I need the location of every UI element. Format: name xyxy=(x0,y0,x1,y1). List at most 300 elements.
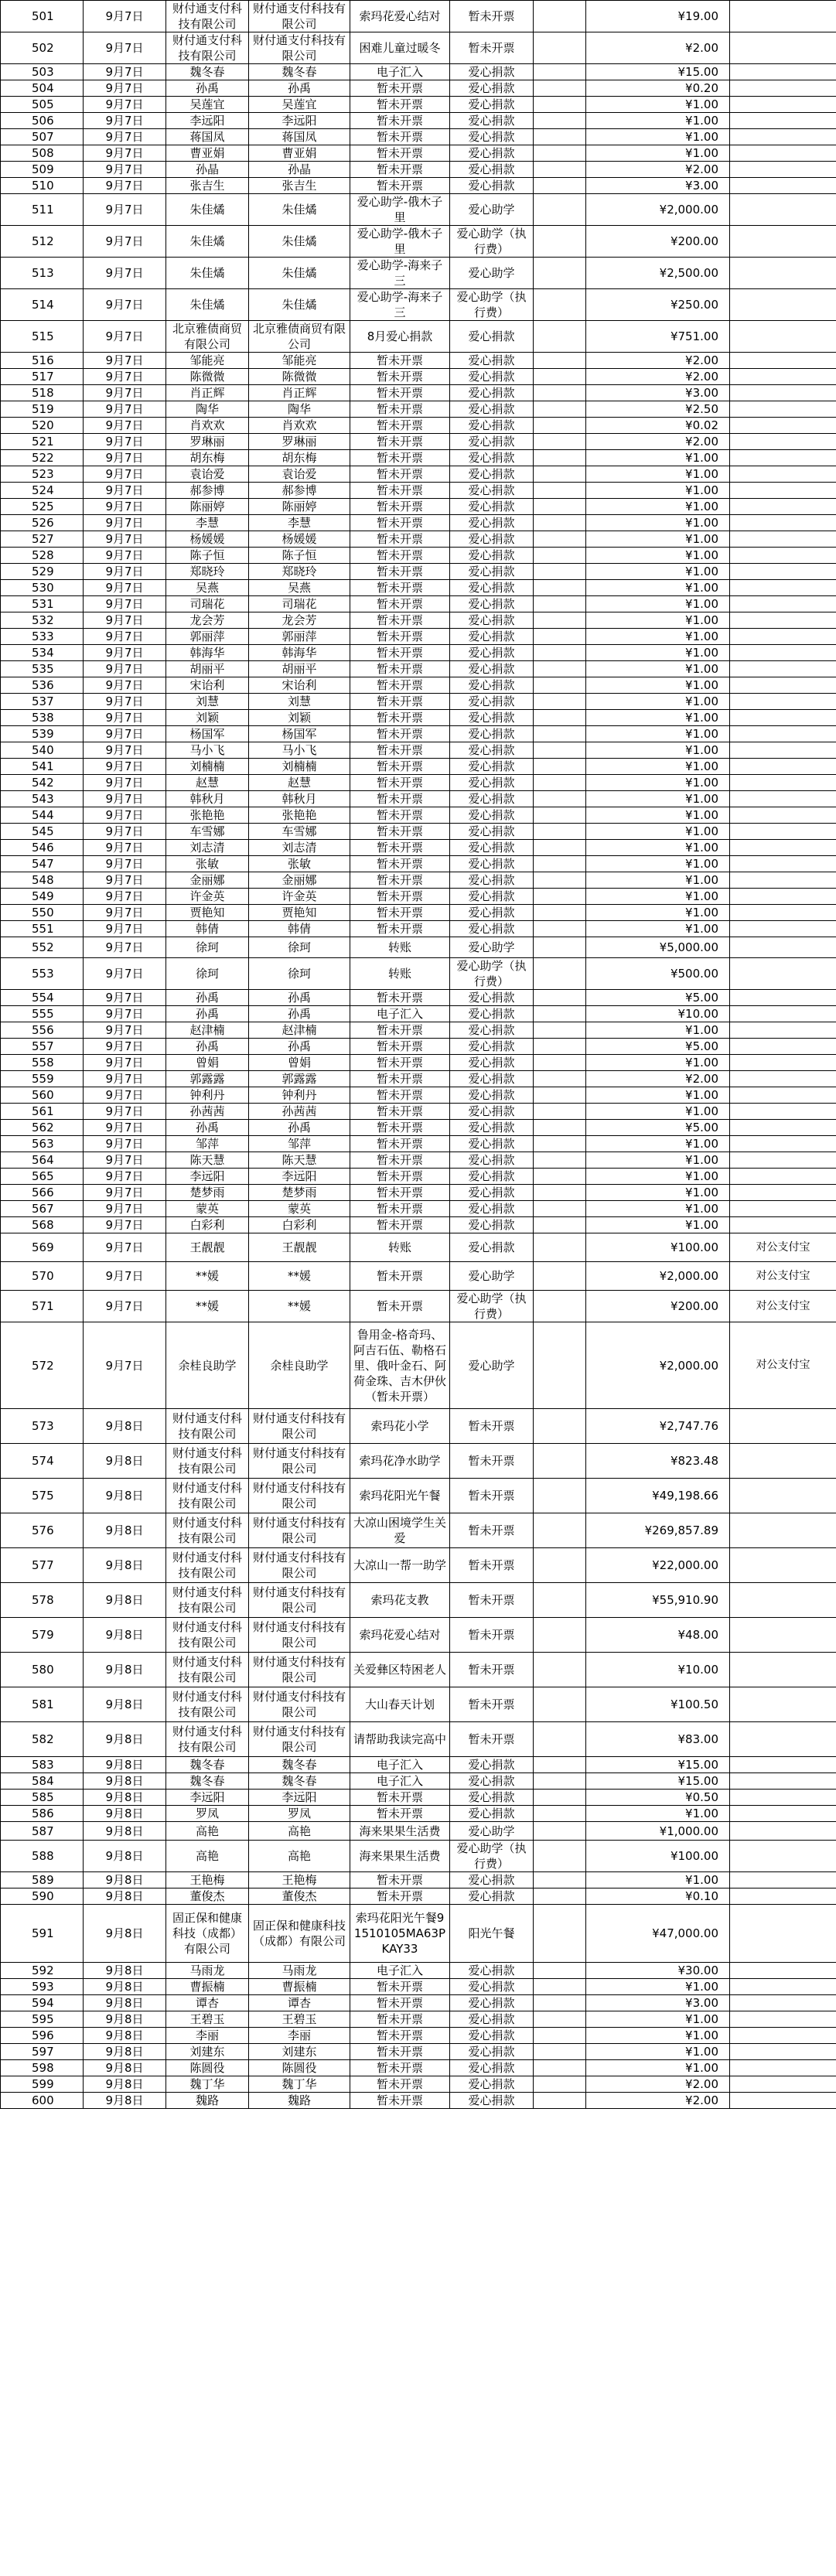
category-cell: 爱心捐款 xyxy=(450,531,534,548)
payment-note-cell xyxy=(730,2011,836,2028)
table-row xyxy=(1,990,836,1006)
payment-note-cell xyxy=(730,145,836,162)
donor-name-cell: 财付通支付科技有限公司 xyxy=(166,1444,249,1479)
payment-note-cell xyxy=(730,178,836,194)
date-cell: 9月7日 xyxy=(84,531,166,548)
row-number-cell: 580 xyxy=(1,1653,84,1687)
row-number-cell: 537 xyxy=(1,694,84,710)
amount-cell: ¥83.00 xyxy=(586,1722,730,1757)
blank-column-cell xyxy=(534,2076,586,2093)
row-number-cell: 560 xyxy=(1,1087,84,1104)
row-number-cell: 523 xyxy=(1,466,84,483)
blank-column-cell xyxy=(534,564,586,580)
table-row xyxy=(1,1104,836,1120)
payer-name-cell: **媛 xyxy=(249,1291,350,1322)
payer-name-cell: 财付通支付科技有限公司 xyxy=(249,1548,350,1583)
amount-cell: ¥1.00 xyxy=(586,2028,730,2044)
table-row xyxy=(1,1,836,32)
payment-note-cell xyxy=(730,564,836,580)
payer-name-cell: 徐珂 xyxy=(249,937,350,958)
blank-column-cell xyxy=(534,499,586,515)
purpose-cell: 暂未开票 xyxy=(350,889,450,905)
category-cell: 爱心捐款 xyxy=(450,97,534,113)
payment-note-cell xyxy=(730,32,836,64)
purpose-cell: 暂未开票 xyxy=(350,353,450,369)
payer-name-cell: 高艳 xyxy=(249,1841,350,1872)
payment-note-cell xyxy=(730,2076,836,2093)
payer-name-cell: 钟利丹 xyxy=(249,1087,350,1104)
payer-name-cell: 财付通支付科技有限公司 xyxy=(249,1513,350,1548)
category-cell: 爱心助学（执行费） xyxy=(450,1291,534,1322)
blank-column-cell xyxy=(534,548,586,564)
payment-note-cell xyxy=(730,1409,836,1444)
date-cell: 9月7日 xyxy=(84,97,166,113)
payment-note-cell xyxy=(730,759,836,775)
payment-note-cell xyxy=(730,1006,836,1022)
row-number-cell: 504 xyxy=(1,80,84,97)
amount-cell: ¥1.00 xyxy=(586,694,730,710)
donor-name-cell: 高艳 xyxy=(166,1822,249,1841)
blank-column-cell xyxy=(534,1618,586,1653)
row-number-cell: 549 xyxy=(1,889,84,905)
blank-column-cell xyxy=(534,905,586,921)
purpose-cell: 暂未开票 xyxy=(350,742,450,759)
blank-column-cell xyxy=(534,629,586,645)
amount-cell: ¥1.00 xyxy=(586,905,730,921)
blank-column-cell xyxy=(534,612,586,629)
purpose-cell: 暂未开票 xyxy=(350,1087,450,1104)
date-cell: 9月7日 xyxy=(84,226,166,258)
row-number-cell: 599 xyxy=(1,2076,84,2093)
table-row xyxy=(1,2060,836,2076)
purpose-cell: 暂未开票 xyxy=(350,2076,450,2093)
date-cell: 9月7日 xyxy=(84,434,166,450)
donor-name-cell: 金丽娜 xyxy=(166,872,249,889)
category-cell: 爱心捐款 xyxy=(450,434,534,450)
donor-name-cell: 刘楠楠 xyxy=(166,759,249,775)
date-cell: 9月8日 xyxy=(84,1888,166,1905)
table-row xyxy=(1,289,836,321)
payer-name-cell: 郝参博 xyxy=(249,483,350,499)
donor-name-cell: 孙禹 xyxy=(166,1039,249,1055)
category-cell: 爱心捐款 xyxy=(450,1995,534,2011)
row-number-cell: 554 xyxy=(1,990,84,1006)
payer-name-cell: 车雪娜 xyxy=(249,824,350,840)
date-cell: 9月8日 xyxy=(84,1757,166,1773)
table-row xyxy=(1,194,836,226)
payment-note-cell xyxy=(730,937,836,958)
table-row xyxy=(1,824,836,840)
payer-name-cell: 董俊杰 xyxy=(249,1888,350,1905)
amount-cell: ¥1.00 xyxy=(586,564,730,580)
row-number-cell: 548 xyxy=(1,872,84,889)
donor-name-cell: 财付通支付科技有限公司 xyxy=(166,1409,249,1444)
amount-cell: ¥1.00 xyxy=(586,1201,730,1217)
date-cell: 9月7日 xyxy=(84,791,166,807)
payer-name-cell: 韩倩 xyxy=(249,921,350,937)
date-cell: 9月7日 xyxy=(84,499,166,515)
payer-name-cell: 谭杏 xyxy=(249,1995,350,2011)
payment-note-cell xyxy=(730,612,836,629)
category-cell: 爱心助学 xyxy=(450,1822,534,1841)
row-number-cell: 550 xyxy=(1,905,84,921)
table-row xyxy=(1,612,836,629)
date-cell: 9月7日 xyxy=(84,1022,166,1039)
purpose-cell: 暂未开票 xyxy=(350,612,450,629)
donor-name-cell: 财付通支付科技有限公司 xyxy=(166,1687,249,1722)
category-cell: 爱心捐款 xyxy=(450,1055,534,1071)
table-row xyxy=(1,531,836,548)
donor-name-cell: 罗凤 xyxy=(166,1806,249,1822)
amount-cell: ¥1.00 xyxy=(586,1104,730,1120)
category-cell: 爱心捐款 xyxy=(450,321,534,353)
blank-column-cell xyxy=(534,1152,586,1169)
table-row xyxy=(1,856,836,872)
table-row xyxy=(1,1071,836,1087)
payment-note-cell xyxy=(730,1104,836,1120)
row-number-cell: 571 xyxy=(1,1291,84,1322)
date-cell: 9月7日 xyxy=(84,178,166,194)
row-number-cell: 588 xyxy=(1,1841,84,1872)
purpose-cell: 转账 xyxy=(350,958,450,990)
purpose-cell: 暂未开票 xyxy=(350,466,450,483)
donor-name-cell: 财付通支付科技有限公司 xyxy=(166,1583,249,1618)
payment-note-cell xyxy=(730,418,836,434)
row-number-cell: 573 xyxy=(1,1409,84,1444)
blank-column-cell xyxy=(534,1790,586,1806)
table-row xyxy=(1,710,836,726)
amount-cell: ¥751.00 xyxy=(586,321,730,353)
donor-name-cell: 陈丽婷 xyxy=(166,499,249,515)
row-number-cell: 516 xyxy=(1,353,84,369)
payment-note-cell xyxy=(730,64,836,80)
purpose-cell: 暂未开票 xyxy=(350,1790,450,1806)
blank-column-cell xyxy=(534,1217,586,1233)
blank-column-cell xyxy=(534,1,586,32)
category-cell: 爱心捐款 xyxy=(450,450,534,466)
payer-name-cell: 陈微微 xyxy=(249,369,350,385)
blank-column-cell xyxy=(534,129,586,145)
payer-name-cell: 李远阳 xyxy=(249,113,350,129)
table-row xyxy=(1,1322,836,1409)
purpose-cell: 暂未开票 xyxy=(350,385,450,401)
payment-note-cell xyxy=(730,97,836,113)
row-number-cell: 596 xyxy=(1,2028,84,2044)
category-cell: 暂未开票 xyxy=(450,1409,534,1444)
row-number-cell: 524 xyxy=(1,483,84,499)
table-row xyxy=(1,64,836,80)
date-cell: 9月7日 xyxy=(84,645,166,661)
row-number-cell: 517 xyxy=(1,369,84,385)
donor-name-cell: 吴莲宜 xyxy=(166,97,249,113)
purpose-cell: 暂未开票 xyxy=(350,1169,450,1185)
purpose-cell: 暂未开票 xyxy=(350,856,450,872)
row-number-cell: 559 xyxy=(1,1071,84,1087)
date-cell: 9月7日 xyxy=(84,401,166,418)
purpose-cell: 暂未开票 xyxy=(350,1262,450,1291)
amount-cell: ¥1.00 xyxy=(586,1979,730,1995)
payer-name-cell: 朱佳燏 xyxy=(249,226,350,258)
donor-name-cell: 李丽 xyxy=(166,2028,249,2044)
amount-cell: ¥2,500.00 xyxy=(586,258,730,289)
category-cell: 爱心捐款 xyxy=(450,64,534,80)
row-number-cell: 578 xyxy=(1,1583,84,1618)
blank-column-cell xyxy=(534,1513,586,1548)
row-number-cell: 574 xyxy=(1,1444,84,1479)
table-row xyxy=(1,1757,836,1773)
date-cell: 9月7日 xyxy=(84,921,166,937)
payer-name-cell: 魏路 xyxy=(249,2093,350,2109)
payer-name-cell: 刘楠楠 xyxy=(249,759,350,775)
category-cell: 爱心捐款 xyxy=(450,401,534,418)
payment-note-cell xyxy=(730,1185,836,1201)
payer-name-cell: 蒋国凤 xyxy=(249,129,350,145)
date-cell: 9月8日 xyxy=(84,1479,166,1513)
blank-column-cell xyxy=(534,1185,586,1201)
row-number-cell: 600 xyxy=(1,2093,84,2109)
payment-note-cell xyxy=(730,2060,836,2076)
category-cell: 爱心捐款 xyxy=(450,710,534,726)
payer-name-cell: 袁诒爱 xyxy=(249,466,350,483)
blank-column-cell xyxy=(534,1841,586,1872)
date-cell: 9月7日 xyxy=(84,629,166,645)
payment-note-cell xyxy=(730,677,836,694)
amount-cell: ¥200.00 xyxy=(586,1291,730,1322)
table-row xyxy=(1,564,836,580)
row-number-cell: 532 xyxy=(1,612,84,629)
table-row xyxy=(1,353,836,369)
row-number-cell: 540 xyxy=(1,742,84,759)
date-cell: 9月8日 xyxy=(84,2076,166,2093)
date-cell: 9月7日 xyxy=(84,840,166,856)
row-number-cell: 585 xyxy=(1,1790,84,1806)
amount-cell: ¥5.00 xyxy=(586,1039,730,1055)
purpose-cell: 暂未开票 xyxy=(350,2093,450,2109)
table-row xyxy=(1,775,836,791)
donor-name-cell: 肖欢欢 xyxy=(166,418,249,434)
date-cell: 9月7日 xyxy=(84,1291,166,1322)
payment-note-cell xyxy=(730,1513,836,1548)
donor-name-cell: 孙禹 xyxy=(166,990,249,1006)
table-row xyxy=(1,1687,836,1722)
category-cell: 暂未开票 xyxy=(450,1653,534,1687)
donor-name-cell: 刘志清 xyxy=(166,840,249,856)
amount-cell: ¥1.00 xyxy=(586,1217,730,1233)
row-number-cell: 513 xyxy=(1,258,84,289)
category-cell: 爱心捐款 xyxy=(450,990,534,1006)
date-cell: 9月7日 xyxy=(84,856,166,872)
table-row xyxy=(1,321,836,353)
donor-name-cell: 楚梦雨 xyxy=(166,1185,249,1201)
row-number-cell: 503 xyxy=(1,64,84,80)
amount-cell: ¥100.00 xyxy=(586,1841,730,1872)
purpose-cell: 暂未开票 xyxy=(350,824,450,840)
purpose-cell: 暂未开票 xyxy=(350,564,450,580)
category-cell: 爱心助学（执行费） xyxy=(450,958,534,990)
row-number-cell: 598 xyxy=(1,2060,84,2076)
date-cell: 9月8日 xyxy=(84,1722,166,1757)
payer-name-cell: 孙禹 xyxy=(249,1006,350,1022)
date-cell: 9月7日 xyxy=(84,958,166,990)
category-cell: 爱心捐款 xyxy=(450,145,534,162)
payer-name-cell: 孙禹 xyxy=(249,1120,350,1136)
payer-name-cell: 曹亚娟 xyxy=(249,145,350,162)
donor-name-cell: 陶华 xyxy=(166,401,249,418)
row-number-cell: 562 xyxy=(1,1120,84,1136)
amount-cell: ¥1.00 xyxy=(586,1087,730,1104)
payer-name-cell: 蒙英 xyxy=(249,1201,350,1217)
purpose-cell: 暂未开票 xyxy=(350,401,450,418)
row-number-cell: 558 xyxy=(1,1055,84,1071)
row-number-cell: 518 xyxy=(1,385,84,401)
payment-note-cell xyxy=(730,483,836,499)
donor-name-cell: 郑晓玲 xyxy=(166,564,249,580)
purpose-cell: 暂未开票 xyxy=(350,548,450,564)
date-cell: 9月7日 xyxy=(84,32,166,64)
date-cell: 9月7日 xyxy=(84,369,166,385)
amount-cell: ¥1.00 xyxy=(586,531,730,548)
date-cell: 9月7日 xyxy=(84,353,166,369)
row-number-cell: 505 xyxy=(1,97,84,113)
row-number-cell: 581 xyxy=(1,1687,84,1722)
table-row xyxy=(1,1773,836,1790)
donor-name-cell: 肖正辉 xyxy=(166,385,249,401)
payer-name-cell: 余桂良助学 xyxy=(249,1322,350,1409)
date-cell: 9月7日 xyxy=(84,872,166,889)
table-row xyxy=(1,1055,836,1071)
payment-note-cell xyxy=(730,385,836,401)
amount-cell: ¥3.00 xyxy=(586,178,730,194)
blank-column-cell xyxy=(534,1583,586,1618)
purpose-cell: 暂未开票 xyxy=(350,515,450,531)
payer-name-cell: 龙会芳 xyxy=(249,612,350,629)
table-row xyxy=(1,726,836,742)
payment-note-cell: 对公支付宝 xyxy=(730,1291,836,1322)
donor-name-cell: 财付通支付科技有限公司 xyxy=(166,1618,249,1653)
category-cell: 爱心捐款 xyxy=(450,1104,534,1120)
payer-name-cell: 朱佳燏 xyxy=(249,258,350,289)
payment-note-cell xyxy=(730,596,836,612)
date-cell: 9月7日 xyxy=(84,1,166,32)
donor-name-cell: 蒋国凤 xyxy=(166,129,249,145)
purpose-cell: 索玛花支教 xyxy=(350,1583,450,1618)
purpose-cell: 暂未开票 xyxy=(350,872,450,889)
payment-note-cell xyxy=(730,499,836,515)
amount-cell: ¥2,747.76 xyxy=(586,1409,730,1444)
purpose-cell: 转账 xyxy=(350,937,450,958)
amount-cell: ¥1.00 xyxy=(586,466,730,483)
payment-note-cell xyxy=(730,1120,836,1136)
category-cell: 爱心捐款 xyxy=(450,385,534,401)
category-cell: 爱心捐款 xyxy=(450,856,534,872)
row-number-cell: 594 xyxy=(1,1995,84,2011)
donor-name-cell: 陈微微 xyxy=(166,369,249,385)
purpose-cell: 暂未开票 xyxy=(350,580,450,596)
payer-name-cell: 宋诒利 xyxy=(249,677,350,694)
date-cell: 9月7日 xyxy=(84,1262,166,1291)
date-cell: 9月7日 xyxy=(84,990,166,1006)
blank-column-cell xyxy=(534,80,586,97)
donor-name-cell: 北京雅债商贸有限公司 xyxy=(166,321,249,353)
date-cell: 9月8日 xyxy=(84,1773,166,1790)
category-cell: 爱心捐款 xyxy=(450,2028,534,2044)
blank-column-cell xyxy=(534,726,586,742)
date-cell: 9月7日 xyxy=(84,580,166,596)
amount-cell: ¥500.00 xyxy=(586,958,730,990)
payer-name-cell: 财付通支付科技有限公司 xyxy=(249,1,350,32)
category-cell: 爱心捐款 xyxy=(450,726,534,742)
payer-name-cell: 许金英 xyxy=(249,889,350,905)
payer-name-cell: 陈丽婷 xyxy=(249,499,350,515)
donor-name-cell: 陈子恒 xyxy=(166,548,249,564)
category-cell: 爱心捐款 xyxy=(450,1087,534,1104)
amount-cell: ¥30.00 xyxy=(586,1963,730,1979)
payment-note-cell: 对公支付宝 xyxy=(730,1233,836,1262)
amount-cell: ¥1.00 xyxy=(586,775,730,791)
donor-name-cell: 韩海华 xyxy=(166,645,249,661)
amount-cell: ¥1.00 xyxy=(586,629,730,645)
row-number-cell: 527 xyxy=(1,531,84,548)
table-row xyxy=(1,2044,836,2060)
date-cell: 9月7日 xyxy=(84,1039,166,1055)
row-number-cell: 592 xyxy=(1,1963,84,1979)
payment-note-cell xyxy=(730,1152,836,1169)
payer-name-cell: 马小飞 xyxy=(249,742,350,759)
amount-cell: ¥1.00 xyxy=(586,1185,730,1201)
blank-column-cell xyxy=(534,1169,586,1185)
category-cell: 暂未开票 xyxy=(450,1444,534,1479)
table-row xyxy=(1,1136,836,1152)
table-row xyxy=(1,97,836,113)
donor-name-cell: **媛 xyxy=(166,1291,249,1322)
purpose-cell: 暂未开票 xyxy=(350,418,450,434)
table-row xyxy=(1,1548,836,1583)
date-cell: 9月7日 xyxy=(84,515,166,531)
table-row xyxy=(1,1120,836,1136)
date-cell: 9月7日 xyxy=(84,64,166,80)
purpose-cell: 暂未开票 xyxy=(350,1291,450,1322)
row-number-cell: 587 xyxy=(1,1822,84,1841)
blank-column-cell xyxy=(534,178,586,194)
amount-cell: ¥2.00 xyxy=(586,32,730,64)
purpose-cell: 暂未开票 xyxy=(350,661,450,677)
donor-name-cell: 王艳梅 xyxy=(166,1872,249,1888)
blank-column-cell xyxy=(534,483,586,499)
blank-column-cell xyxy=(534,596,586,612)
amount-cell: ¥0.02 xyxy=(586,418,730,434)
blank-column-cell xyxy=(534,1822,586,1841)
payer-name-cell: 财付通支付科技有限公司 xyxy=(249,1479,350,1513)
blank-column-cell xyxy=(534,1872,586,1888)
table-row xyxy=(1,515,836,531)
category-cell: 暂未开票 xyxy=(450,1618,534,1653)
donor-name-cell: 马雨龙 xyxy=(166,1963,249,1979)
purpose-cell: 暂未开票 xyxy=(350,1039,450,1055)
category-cell: 爱心捐款 xyxy=(450,2060,534,2076)
payer-name-cell: 曹振楠 xyxy=(249,1979,350,1995)
blank-column-cell xyxy=(534,2028,586,2044)
amount-cell: ¥1.00 xyxy=(586,872,730,889)
payer-name-cell: 孙晶 xyxy=(249,162,350,178)
blank-column-cell xyxy=(534,1963,586,1979)
donor-name-cell: 孙茜茜 xyxy=(166,1104,249,1120)
table-row xyxy=(1,759,836,775)
purpose-cell: 暂未开票 xyxy=(350,499,450,515)
blank-column-cell xyxy=(534,1444,586,1479)
date-cell: 9月8日 xyxy=(84,1841,166,1872)
date-cell: 9月7日 xyxy=(84,1104,166,1120)
category-cell: 暂未开票 xyxy=(450,1,534,32)
